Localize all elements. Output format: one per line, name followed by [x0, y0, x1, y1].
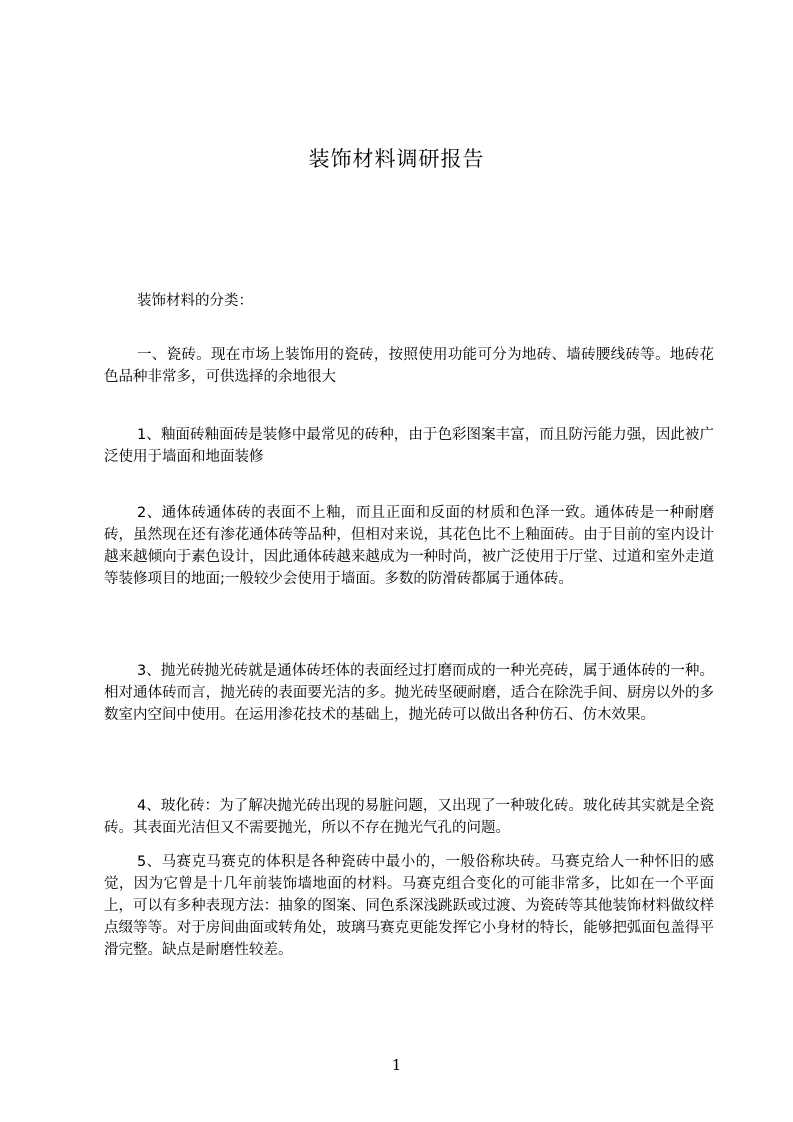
page-number: 1: [391, 1056, 402, 1074]
paragraph-polished-tile: 3、抛光砖抛光砖就是通体砖坯体的表面经过打磨而成的一种光亮砖，属于通体砖的一种。相对通体砖而言，抛光砖的表面要光洁的多。抛光砖坚硬耐磨，适合在除洗手间、厨房以外的多数室内空间中使用。在运用渗花技术的基础上，抛光砖可以做出各种仿石、仿木效果。: [104, 663, 714, 723]
paragraph-vitrified-tile: 4、玻化砖：为了解决抛光砖出现的易脏问题，又出现了一种玻化砖。玻化砖其实就是全瓷砖。其表面光洁但又不需要抛光，所以不存在抛光气孔的问题。: [104, 798, 714, 836]
section-heading: 装饰材料的分类：: [137, 293, 253, 309]
paragraph-tiles-intro: 一、瓷砖。现在市场上装饰用的瓷砖，按照使用功能可分为地砖、墙砖腰线砖等。地砖花色品种非常多，可供选择的余地很大: [104, 347, 714, 385]
paragraph-glazed-tile: 1、釉面砖釉面砖是装修中最常见的砖种，由于色彩图案丰富，而且防污能力强，因此被广泛使用于墙面和地面装修: [104, 427, 714, 465]
paragraph-mosaic: 5、马赛克马赛克的体积是各种瓷砖中最小的，一般俗称块砖。马赛克给人一种怀旧的感觉，因为它曾是十几年前装饰墙地面的材料。马赛克组合变化的可能非常多，比如在一个平面上，可以有多种表现方法：抽象的图案、同色系深浅跳跃或过渡、为瓷砖等其他装饰材料做纹样点缀等等。对于房间曲面或转角处，玻璃马赛克更能发挥它小身材的特长，能够把弧面包盖得平滑完整。缺点是耐磨性较差。: [104, 854, 714, 958]
paragraph-full-body-tile: 2、通体砖通体砖的表面不上釉，而且正面和反面的材质和色泽一致。通体砖是一种耐磨砖，虽然现在还有渗花通体砖等品种，但相对来说，其花色比不上釉面砖。由于目前的室内设计越来越倾向于素色设计，因此通体砖越来越成为一种时尚，被广泛使用于厅堂、过道和室外走道等装修项目的地面;一般较少会使用于墙面。多数的防滑砖都属于通体砖。: [104, 505, 714, 587]
document-title: 装饰材料调研报告: [308, 147, 485, 171]
